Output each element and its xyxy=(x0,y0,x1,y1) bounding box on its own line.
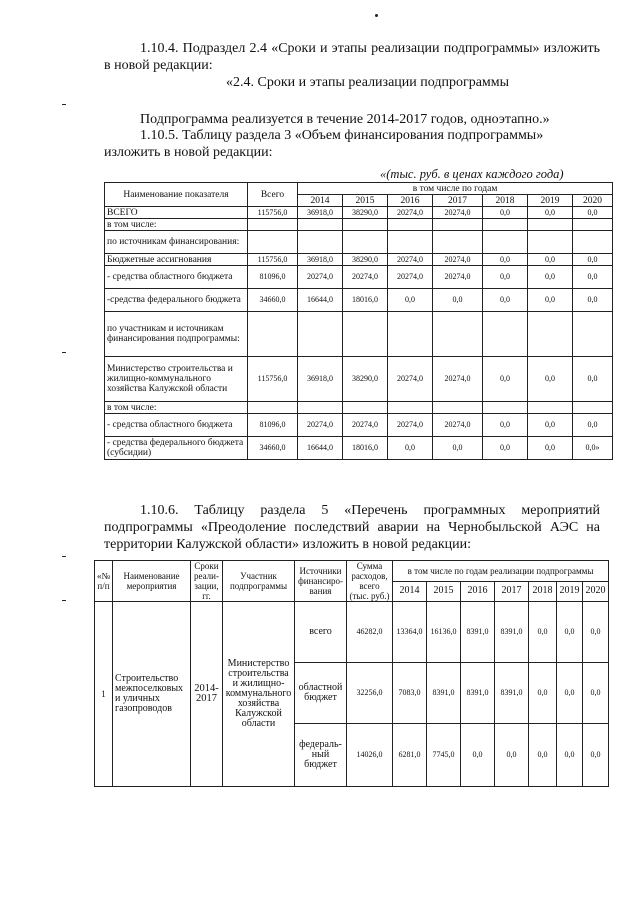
year-value xyxy=(528,231,573,254)
year-value: 16644,0 xyxy=(298,437,343,460)
table-row xyxy=(105,266,613,289)
year-value xyxy=(433,219,483,231)
year-value: 0,0 xyxy=(483,437,528,460)
row-label: в том числе: xyxy=(105,219,248,231)
year-value xyxy=(343,231,388,254)
year-value: 8391,0 xyxy=(495,663,529,724)
year-value: 20274,0 xyxy=(388,254,433,266)
year-value: 8391,0 xyxy=(427,663,461,724)
year-value xyxy=(573,312,613,357)
margin-mark xyxy=(62,600,66,601)
row-label: по участникам и источникам финансирования подпрограммы: xyxy=(105,312,248,357)
year-value xyxy=(388,231,433,254)
year-value: 0,0 xyxy=(528,437,573,460)
year-value: 20274,0 xyxy=(343,414,388,437)
year-value: 0,0 xyxy=(528,207,573,219)
year-value: 0,0 xyxy=(557,602,583,663)
year-value: 0,0 xyxy=(573,414,613,437)
funding-source: всего xyxy=(295,602,347,663)
measure-no: 1 xyxy=(95,602,113,787)
year-value: 0,0 xyxy=(483,414,528,437)
row-label: ВСЕГО xyxy=(105,207,248,219)
row-label: Бюджетные ассигнования xyxy=(105,254,248,266)
financing-table xyxy=(104,182,613,460)
year-value xyxy=(483,219,528,231)
table-row xyxy=(105,357,613,402)
year-value: 0,0 xyxy=(573,357,613,402)
year-value: 0,0 xyxy=(483,357,528,402)
table-row xyxy=(95,602,609,663)
row-label: по источникам финансирования: xyxy=(105,231,248,254)
row-total xyxy=(248,231,298,254)
year-value xyxy=(298,219,343,231)
measure-name: Строительство межпоселковых и уличных газопроводов xyxy=(113,602,191,787)
header-no: «№ п/п xyxy=(95,561,113,602)
year-value: 16644,0 xyxy=(298,289,343,312)
year-value: 0,0 xyxy=(583,602,609,663)
year-value: 18016,0 xyxy=(343,437,388,460)
row-total: 81096,0 xyxy=(248,266,298,289)
year-value: 0,0 xyxy=(528,289,573,312)
year-value xyxy=(528,219,573,231)
paragraph-subprogram-term: Подпрограмма реализуется в течение 2014-2017 годов, одноэтапно.» xyxy=(140,112,550,127)
year-value: 0,0 xyxy=(528,254,573,266)
year-value: 0,0» xyxy=(573,437,613,460)
year-value: 0,0 xyxy=(573,254,613,266)
funding-sum: 46282,0 xyxy=(347,602,393,663)
measures-table xyxy=(94,560,609,787)
section-heading-2-4: «2.4. Сроки и этапы реализации подпрограммы xyxy=(226,75,510,90)
year-value: 0,0 xyxy=(483,207,528,219)
year-value: 8391,0 xyxy=(495,602,529,663)
year-value xyxy=(388,312,433,357)
year-value: 0,0 xyxy=(573,289,613,312)
year-value xyxy=(573,231,613,254)
year-value: 20274,0 xyxy=(343,266,388,289)
row-label: Министерство строительства и жилищно-коммунального хозяйства Калужской области xyxy=(105,357,248,402)
year-value: 20274,0 xyxy=(433,414,483,437)
year-value: 0,0 xyxy=(529,602,557,663)
year-value: 0,0 xyxy=(557,724,583,787)
year-value xyxy=(298,231,343,254)
funding-source: областной бюджет xyxy=(295,663,347,724)
year-value: 20274,0 xyxy=(388,357,433,402)
table-row xyxy=(105,402,613,414)
year-header: 2017 xyxy=(433,195,483,207)
margin-mark xyxy=(62,556,66,557)
header-name: Наименование показателя xyxy=(105,183,248,207)
row-total xyxy=(248,402,298,414)
year-value: 16136,0 xyxy=(427,602,461,663)
paragraph-1-10-4: 1.10.4. Подраздел 2.4 «Сроки и этапы реализации подпрограммы» изложить в новой редакции: xyxy=(104,41,600,73)
year-value: 0,0 xyxy=(573,266,613,289)
year-value: 0,0 xyxy=(529,663,557,724)
header-years-group: в том числе по годам xyxy=(298,183,613,195)
year-value: 0,0 xyxy=(388,289,433,312)
row-label: - средства областного бюджета xyxy=(105,414,248,437)
year-value: 38290,0 xyxy=(343,357,388,402)
year-value xyxy=(388,219,433,231)
year-value xyxy=(528,402,573,414)
table-row xyxy=(105,231,613,254)
year-value: 0,0 xyxy=(557,663,583,724)
unit-note: «(тыс. руб. в ценах каждого года) xyxy=(380,167,564,181)
year-value: 0,0 xyxy=(483,266,528,289)
year-value xyxy=(433,312,483,357)
year-value: 13364,0 xyxy=(393,602,427,663)
year-header: 2019 xyxy=(557,581,583,602)
year-value xyxy=(573,219,613,231)
row-total: 115756,0 xyxy=(248,207,298,219)
margin-mark xyxy=(62,104,66,105)
year-header: 2017 xyxy=(495,581,529,602)
year-value: 20274,0 xyxy=(433,357,483,402)
year-value xyxy=(483,402,528,414)
year-value: 36918,0 xyxy=(298,357,343,402)
year-value: 0,0 xyxy=(529,724,557,787)
year-value: 6281,0 xyxy=(393,724,427,787)
row-label: -средства федерального бюджета xyxy=(105,289,248,312)
year-value: 7083,0 xyxy=(393,663,427,724)
year-value: 20274,0 xyxy=(433,266,483,289)
year-value: 0,0 xyxy=(388,437,433,460)
row-total xyxy=(248,219,298,231)
paragraph-1-10-5: 1.10.5. Таблицу раздела 3 «Объем финансирования подпрограммы» изложить в новой редакции: xyxy=(104,128,544,160)
table-row xyxy=(105,289,613,312)
year-value xyxy=(298,312,343,357)
year-value: 18016,0 xyxy=(343,289,388,312)
year-value: 0,0 xyxy=(583,724,609,787)
funding-sum: 14026,0 xyxy=(347,724,393,787)
year-value: 0,0 xyxy=(573,207,613,219)
year-value: 36918,0 xyxy=(298,254,343,266)
year-header: 2016 xyxy=(388,195,433,207)
year-value: 0,0 xyxy=(495,724,529,787)
year-header: 2015 xyxy=(427,581,461,602)
year-header: 2015 xyxy=(343,195,388,207)
table-row xyxy=(105,414,613,437)
measure-terms: 2014-2017 xyxy=(191,602,223,787)
year-value xyxy=(573,402,613,414)
year-value: 0,0 xyxy=(461,724,495,787)
year-value: 20274,0 xyxy=(298,414,343,437)
year-value: 0,0 xyxy=(433,437,483,460)
funding-sum: 32256,0 xyxy=(347,663,393,724)
row-label: в том числе: xyxy=(105,402,248,414)
row-total: 115756,0 xyxy=(248,357,298,402)
year-value: 20274,0 xyxy=(388,414,433,437)
year-value: 20274,0 xyxy=(433,207,483,219)
year-value: 7745,0 xyxy=(427,724,461,787)
year-header: 2020 xyxy=(583,581,609,602)
year-value: 0,0 xyxy=(528,266,573,289)
year-value: 20274,0 xyxy=(388,207,433,219)
year-value: 38290,0 xyxy=(343,254,388,266)
header-years-group: в том числе по годам реализации подпрограммы xyxy=(393,561,609,582)
year-value: 0,0 xyxy=(528,357,573,402)
year-value xyxy=(433,402,483,414)
year-value xyxy=(343,402,388,414)
year-header: 2014 xyxy=(298,195,343,207)
year-header: 2019 xyxy=(528,195,573,207)
header-sum: Сумма расходов, всего (тыс. руб.) xyxy=(347,561,393,602)
year-header: 2014 xyxy=(393,581,427,602)
row-label: - средства областного бюджета xyxy=(105,266,248,289)
year-header: 2018 xyxy=(483,195,528,207)
header-total: Всего xyxy=(248,183,298,207)
year-value xyxy=(528,312,573,357)
speck xyxy=(375,14,378,17)
year-value: 20274,0 xyxy=(433,254,483,266)
year-value: 0,0 xyxy=(483,254,528,266)
table-row xyxy=(105,254,613,266)
year-value xyxy=(483,231,528,254)
year-value: 0,0 xyxy=(483,289,528,312)
year-value xyxy=(298,402,343,414)
row-label: - средства федерального бюджета (субсидии) xyxy=(105,437,248,460)
row-total: 81096,0 xyxy=(248,414,298,437)
header-sources: Источники финансиро-вания xyxy=(295,561,347,602)
row-total: 115756,0 xyxy=(248,254,298,266)
year-value: 0,0 xyxy=(528,414,573,437)
year-value: 0,0 xyxy=(583,663,609,724)
year-value: 8391,0 xyxy=(461,663,495,724)
year-value xyxy=(343,219,388,231)
year-value: 20274,0 xyxy=(298,266,343,289)
header-terms: Сроки реали-зации, гг. xyxy=(191,561,223,602)
table-row xyxy=(105,207,613,219)
year-value: 20274,0 xyxy=(388,266,433,289)
year-header: 2016 xyxy=(461,581,495,602)
year-value: 38290,0 xyxy=(343,207,388,219)
year-value: 8391,0 xyxy=(461,602,495,663)
margin-mark xyxy=(62,352,66,353)
row-total: 34660,0 xyxy=(248,437,298,460)
year-value: 36918,0 xyxy=(298,207,343,219)
header-participant: Участник подпрограммы xyxy=(223,561,295,602)
paragraph-1-10-6: 1.10.6. Таблицу раздела 5 «Перечень программных мероприятий подпрограммы «Преодоление последствий аварии на Чернобыльской АЭС на территории Калужской области» изложить в новой редакции: xyxy=(104,503,600,552)
table-row xyxy=(105,437,613,460)
header-measure-name: Наименование мероприятия xyxy=(113,561,191,602)
row-total xyxy=(248,312,298,357)
year-value xyxy=(483,312,528,357)
year-value xyxy=(433,231,483,254)
table-row xyxy=(105,312,613,357)
row-total: 34660,0 xyxy=(248,289,298,312)
year-value: 0,0 xyxy=(433,289,483,312)
year-header: 2018 xyxy=(529,581,557,602)
year-value xyxy=(388,402,433,414)
table-row xyxy=(105,219,613,231)
measure-participant: Министерство строительства и жилищно-коммунального хозяйства Калужской области xyxy=(223,602,295,787)
funding-source: федераль-ный бюджет xyxy=(295,724,347,787)
year-value xyxy=(343,312,388,357)
year-header: 2020 xyxy=(573,195,613,207)
